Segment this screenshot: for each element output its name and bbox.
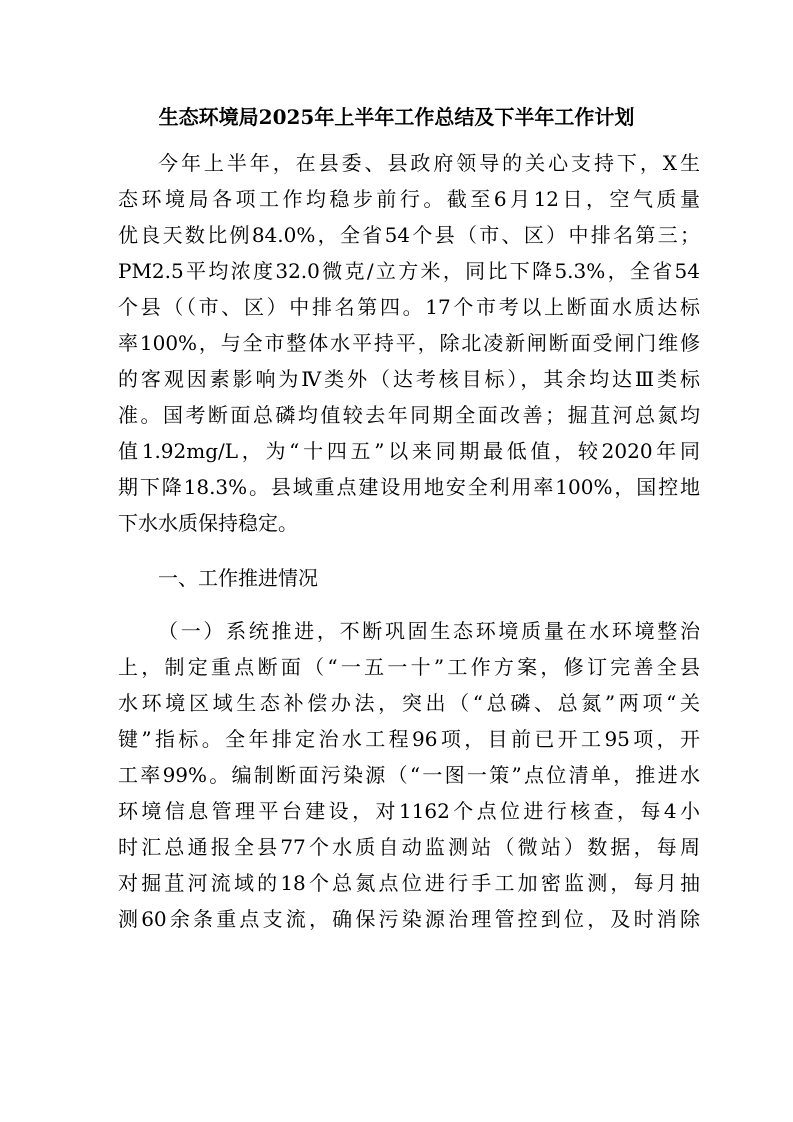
paragraph-line: 环境信息管理平台建设，对1162个点位进行核查，每4小: [118, 799, 700, 823]
paragraph-line: 测60余条重点支流，确保污染源治理管控到位，及时消除: [118, 907, 700, 931]
paragraph-line: 对掘苴河流域的18个总氮点位进行手工加密监测，每月抽: [118, 871, 700, 895]
paragraph-line: PM2.5平均浓度32.0微克/立方米，同比下降5.3%，全省54: [118, 259, 700, 283]
paragraph-line: 准。国考断面总磷均值较去年同期全面改善；掘苴河总氮均: [118, 403, 700, 427]
paragraph-line: 的客观因素影响为Ⅳ类外（达考核目标），其余均达Ⅲ类标: [118, 367, 700, 391]
section-heading: 一、工作推进情况: [158, 566, 318, 590]
paragraph-line: 值1.92mg/L，为“十四五”以来同期最低值，较2020年同: [118, 439, 700, 463]
document-title: 生态环境局2025年上半年工作总结及下半年工作计划: [158, 105, 635, 129]
paragraph-line: 态环境局各项工作均稳步前行。截至6月12日，空气质量: [118, 187, 700, 211]
paragraph-line: （一）系统推进，不断巩固生态环境质量在水环境整治: [158, 619, 700, 643]
paragraph-line: 键”指标。全年排定治水工程96项，目前已开工95项，开: [118, 727, 700, 751]
paragraph-line: 水环境区域生态补偿办法，突出（“总磷、总氮”两项“关: [118, 691, 700, 715]
paragraph-line: 率100%，与全市整体水平持平，除北凌新闸断面受闸门维修: [118, 331, 700, 355]
paragraph-line: 下水水质保持稳定。: [118, 511, 298, 535]
paragraph-line: 时汇总通报全县77个水质自动监测站（微站）数据，每周: [118, 835, 700, 859]
paragraph-line: 工率99%。编制断面污染源（“一图一策”点位清单，推进水: [118, 763, 700, 787]
paragraph-line: 优良天数比例84.0%，全省54个县（市、区）中排名第三；: [118, 223, 700, 247]
paragraph-line: 上，制定重点断面（“一五一十”工作方案，修订完善全县: [118, 655, 700, 679]
paragraph-line: 期下降18.3%。县域重点建设用地安全利用率100%，国控地: [118, 475, 700, 499]
paragraph-line: 今年上半年，在县委、县政府领导的关心支持下，X生: [158, 151, 700, 175]
paragraph-line: 个县（（市、区）中排名第四。17个市考以上断面水质达标: [118, 295, 700, 319]
